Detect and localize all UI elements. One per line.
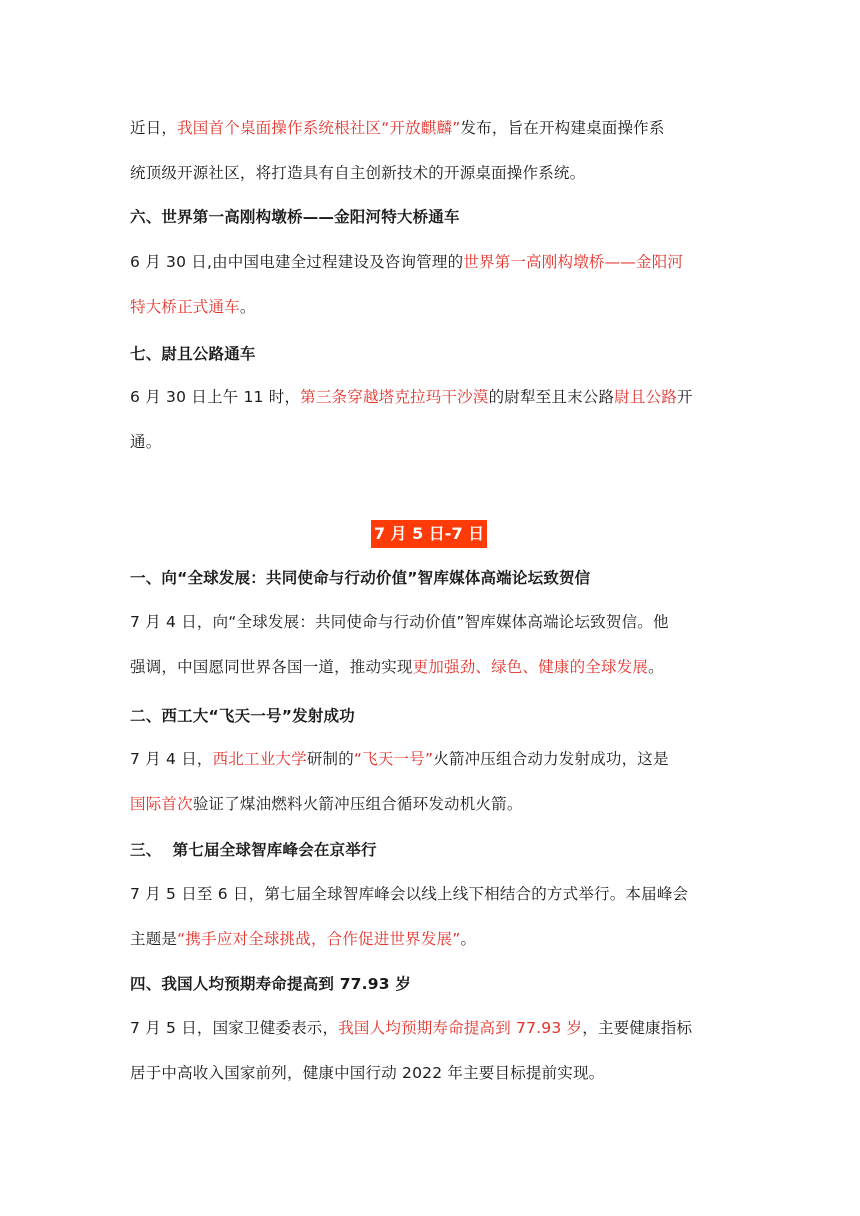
section-6-paragraph (130, 240, 730, 330)
text: 7 月 4 日， (130, 750, 213, 768)
text: 发布，旨在开构建桌面操作系 (460, 119, 665, 137)
intro-paragraph (130, 106, 730, 196)
highlight: “飞天一号” (353, 750, 434, 768)
item-1-heading-wrap (130, 566, 730, 590)
item-1-heading: 一、向“全球发展：共同使命与行动价值”智库媒体高端论坛致贺信 (130, 569, 591, 587)
item-1-line-2 (130, 645, 730, 690)
intro-line-1 (130, 106, 730, 151)
item-4-paragraph (130, 1006, 730, 1096)
highlight: 世界第一高刚构墩桥——金阳河 (463, 253, 684, 271)
text: 主题是 (130, 930, 178, 948)
item-3-paragraph (130, 872, 730, 962)
text: 近日， (130, 119, 178, 137)
text: ，主要健康指标 (582, 1019, 693, 1037)
text: 。 (648, 658, 664, 676)
highlight: 特大桥正式通车 (130, 298, 240, 316)
text: 6 月 30 日上午 11 时， (130, 388, 301, 406)
section-6-heading-wrap (130, 205, 730, 229)
text: 7 月 5 日，国家卫健委表示， (130, 1019, 339, 1037)
highlight: 第三条穿越塔克拉玛干沙漠 (300, 388, 489, 406)
highlight: 尉且公路 (614, 388, 677, 406)
section-6-line-2 (130, 285, 730, 330)
text: 。 (239, 298, 256, 316)
item-3-line-1: 7 月 5 日至 6 日，第七届全球智库峰会以线上线下相结合的方式举行。本届峰会 (130, 885, 689, 903)
highlight: 我国人均预期寿命提高到 77.93 岁 (338, 1019, 583, 1037)
item-2-line-2 (130, 782, 730, 827)
text: 开 (676, 388, 693, 406)
text: 强调，中国愿同世界各国一道，推动实现 (130, 658, 413, 676)
text: 6 月 30 日,由中国电建全过程建设及咨询管理的 (130, 253, 464, 271)
text: 。 (460, 930, 477, 948)
item-4-heading: 四、我国人均预期寿命提高到 77.93 岁 (130, 975, 412, 993)
item-1-paragraph (130, 600, 730, 690)
item-2-line-1 (130, 737, 730, 782)
section-6-heading: 六、世界第一高刚构墩桥——金阳河特大桥通车 (130, 208, 460, 226)
item-4-heading-wrap (130, 972, 730, 996)
item-3-heading-wrap (130, 838, 730, 862)
section-6-line-1 (130, 240, 730, 285)
item-2-heading: 二、西工大“飞天一号”发射成功 (130, 707, 355, 725)
item-2-paragraph (130, 737, 730, 827)
highlight: 我国首个桌面操作系统根社区“开放麒麟” (177, 119, 461, 137)
section-7-line-2: 通。 (130, 433, 162, 451)
item-1-line-1: 7 月 4 日，向“全球发展：共同使命与行动价值”智库媒体高端论坛致贺信。他 (130, 613, 669, 631)
text: 验证了煤油燃料火箭冲压组合循环发动机火箭。 (192, 795, 523, 813)
date-banner: 7 月 5 日-7 日 (371, 520, 487, 548)
section-7-heading-wrap (130, 342, 730, 366)
item-3-line-2 (130, 917, 730, 962)
intro-line-2: 统顶级开源社区，将打造具有自主创新技术的开源桌面操作系统。 (130, 164, 586, 182)
item-4-line-1 (130, 1006, 730, 1051)
highlight: “携手应对全球挑战，合作促进世界发展” (177, 930, 461, 948)
highlight: 国际首次 (130, 795, 193, 813)
section-7-line-1 (130, 375, 730, 420)
text: 火箭冲压组合动力发射成功，这是 (433, 750, 669, 768)
item-2-heading-wrap (130, 704, 730, 728)
item-4-line-2: 居于中高收入国家前列，健康中国行动 2022 年主要目标提前实现。 (130, 1064, 605, 1082)
section-7-paragraph (130, 375, 730, 465)
highlight: 更加强劲、绿色、健康的全球发展 (412, 658, 649, 676)
text: 研制的 (306, 750, 354, 768)
text: 的尉犁至且末公路 (488, 388, 615, 406)
item-3-heading: 三、 第七届全球智库峰会在京举行 (130, 841, 377, 859)
highlight: 西北工业大学 (212, 750, 307, 768)
section-7-heading: 七、尉且公路通车 (130, 345, 256, 363)
